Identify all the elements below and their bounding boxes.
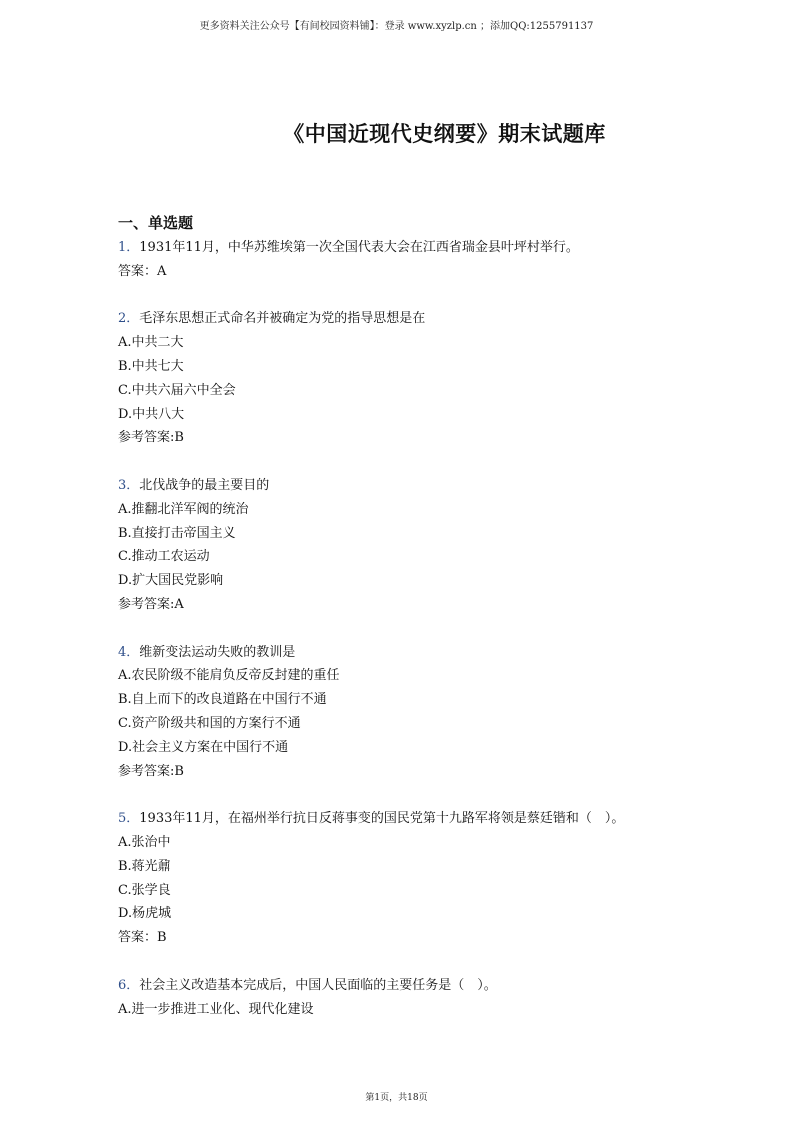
question-list — [118, 212, 718, 1021]
question-answer: 答案：B — [118, 930, 167, 946]
page-header: 更多资料关注公众号【有间校园资料铺】：登录 www.xyzlp.cn ；添加QQ:1255791137 — [199, 21, 594, 32]
question-1 — [118, 236, 718, 284]
question-text: 1933年11月，在福州举行抗日反蒋事变的国民党第十九路军将领是蔡廷锴和（ ）。 — [139, 811, 625, 827]
question-answer: 参考答案:B — [118, 430, 184, 446]
option-a: A.中共二大 — [118, 335, 184, 351]
question-stem — [118, 474, 718, 498]
question-4 — [118, 641, 718, 784]
option-a: A.张治中 — [118, 834, 171, 850]
option-b: B.自上而下的改良道路在中国行不通 — [118, 692, 327, 708]
document-title: 《中国近现代史纲要》期末试题库 — [283, 121, 606, 146]
option-a: A.农民阶级不能肩负反帝反封建的重任 — [118, 668, 340, 684]
question-stem — [118, 641, 718, 665]
question-number: 2． — [118, 311, 140, 327]
question-2 — [118, 307, 718, 450]
option-c: C.推动工农运动 — [118, 549, 210, 565]
option-d: D.扩大国民党影响 — [118, 573, 224, 589]
option-c: C.张学良 — [118, 882, 171, 898]
option-d: D.杨虎城 — [118, 906, 172, 922]
question-3 — [118, 474, 718, 617]
question-stem — [118, 974, 718, 998]
question-stem — [118, 807, 718, 831]
question-number: 4． — [118, 644, 140, 660]
question-answer: 参考答案:A — [118, 596, 184, 612]
question-text: 维新变法运动失败的教训是 — [139, 644, 296, 660]
option-d: D.中共八大 — [118, 406, 185, 422]
option-c: C.资产阶级共和国的方案行不通 — [118, 715, 301, 731]
question-number: 5． — [118, 811, 140, 827]
question-text: 北伐战争的最主要目的 — [139, 477, 270, 493]
question-number: 6． — [118, 977, 140, 993]
option-a: A.推翻北洋军阀的统治 — [118, 501, 249, 517]
option-a: A.进一步推进工业化、现代化建设 — [118, 1001, 314, 1017]
option-b: B.直接打击帝国主义 — [118, 525, 236, 541]
question-answer: 答案：A — [118, 263, 167, 279]
question-5 — [118, 807, 718, 950]
question-text: 毛泽东思想正式命名并被确定为党的指导思想是在 — [139, 311, 426, 327]
option-d: D.社会主义方案在中国行不通 — [118, 739, 289, 755]
section-title: 一、单选题 — [118, 214, 194, 232]
question-stem — [118, 307, 718, 331]
question-text: 1931年11月，中华苏维埃第一次全国代表大会在江西省瑞金县叶坪村举行。 — [139, 240, 579, 255]
question-number: 1． — [118, 240, 140, 255]
question-number: 3． — [118, 477, 140, 493]
option-c: C.中共六届六中全会 — [118, 382, 236, 398]
page-footer: 第1页，共18页 — [365, 1093, 428, 1103]
question-text: 社会主义改造基本完成后，中国人民面临的主要任务是（ ）。 — [139, 977, 497, 993]
question-stem — [118, 236, 718, 260]
option-b: B.中共七大 — [118, 358, 184, 374]
option-b: B.蒋光鼐 — [118, 858, 171, 874]
question-answer: 参考答案:B — [118, 763, 184, 779]
question-6 — [118, 974, 718, 1022]
